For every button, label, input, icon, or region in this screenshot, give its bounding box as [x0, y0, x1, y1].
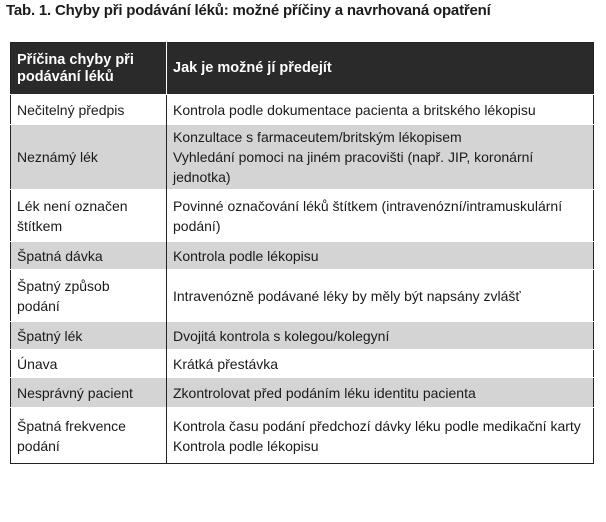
prevention-text: Povinné označování léků štítkem (intravenózní/intramuskulární — [173, 197, 563, 214]
cause-text: Nesprávný pacient — [17, 384, 133, 401]
table-row — [11, 350, 594, 378]
cause-cell — [11, 378, 167, 408]
prevention-cell — [167, 350, 594, 378]
header-prevention: Jak je možné jí předejít — [167, 43, 594, 95]
cause-cell — [11, 242, 167, 270]
prevention-text: Kontrola času podání předchozí dávky léku podle medikační karty — [173, 417, 581, 434]
header-cause — [11, 43, 167, 95]
cause-text: Únava — [17, 355, 58, 372]
table-row — [11, 322, 594, 350]
cause-text: štítkem — [17, 217, 63, 234]
table-row — [11, 242, 594, 270]
prevention-text: Zkontrolovat před podáním léku identitu pacienta — [173, 384, 476, 401]
prevention-text: Krátká přestávka — [173, 355, 279, 372]
cause-cell — [11, 322, 167, 350]
cause-cell — [11, 190, 167, 242]
prevention-text: Kontrola podle lékopisu — [173, 437, 319, 454]
prevention-text: jednotka) — [173, 169, 231, 185]
cause-cell — [11, 95, 167, 125]
prevention-text: Dvojitá kontrola s kolegou/kolegyní — [173, 327, 390, 344]
cause-text: Špatná frekvence — [17, 417, 126, 434]
cause-text: podání — [17, 297, 60, 314]
prevention-text: podání) — [173, 217, 221, 234]
prevention-text: Vyhledání pomoci na jiném pracovišti (např. JIP, koronární — [173, 149, 534, 165]
cause-cell — [11, 350, 167, 378]
cause-text: Špatný způsob — [17, 277, 110, 294]
prevention-cell — [167, 270, 594, 322]
cause-text: Špatný lék — [17, 327, 83, 344]
prevention-text: Kontrola podle lékopisu — [173, 247, 319, 264]
table-row — [11, 408, 594, 464]
cause-text: Nečitelný předpis — [17, 101, 125, 118]
table-row — [11, 95, 594, 125]
cause-cell — [11, 125, 167, 190]
table-row — [11, 270, 594, 322]
prevention-cell — [167, 95, 594, 125]
cause-text: Špatná dávka — [17, 247, 103, 264]
cause-cell — [11, 408, 167, 464]
prevention-cell — [167, 125, 594, 190]
cause-text: Lék není označen — [17, 197, 128, 214]
table-header-row — [11, 43, 594, 95]
cause-text: Neznámý lék — [17, 149, 98, 165]
prevention-cell — [167, 378, 594, 408]
prevention-cell — [167, 190, 594, 242]
prevention-cell — [167, 242, 594, 270]
table-row — [11, 125, 594, 190]
cause-text: podání — [17, 437, 60, 454]
causes-table — [10, 42, 594, 464]
prevention-text: Intravenózně podávané léky by měly být napsány zvlášť — [173, 287, 521, 304]
prevention-cell — [167, 408, 594, 464]
cause-cell — [11, 270, 167, 322]
table-title: Tab. 1. Chyby při podávání léků: možné příčiny a navrhovaná opatření — [6, 2, 491, 19]
table-row — [11, 378, 594, 408]
prevention-text: Konzultace s farmaceutem/britským lékopisem — [173, 129, 462, 145]
header-cause-line: Příčina chyby při — [17, 51, 134, 68]
prevention-text: Kontrola podle dokumentace pacienta a britského lékopisu — [173, 101, 536, 118]
table-row — [11, 190, 594, 242]
prevention-cell — [167, 322, 594, 350]
header-cause-line: podávání léků — [17, 68, 114, 85]
